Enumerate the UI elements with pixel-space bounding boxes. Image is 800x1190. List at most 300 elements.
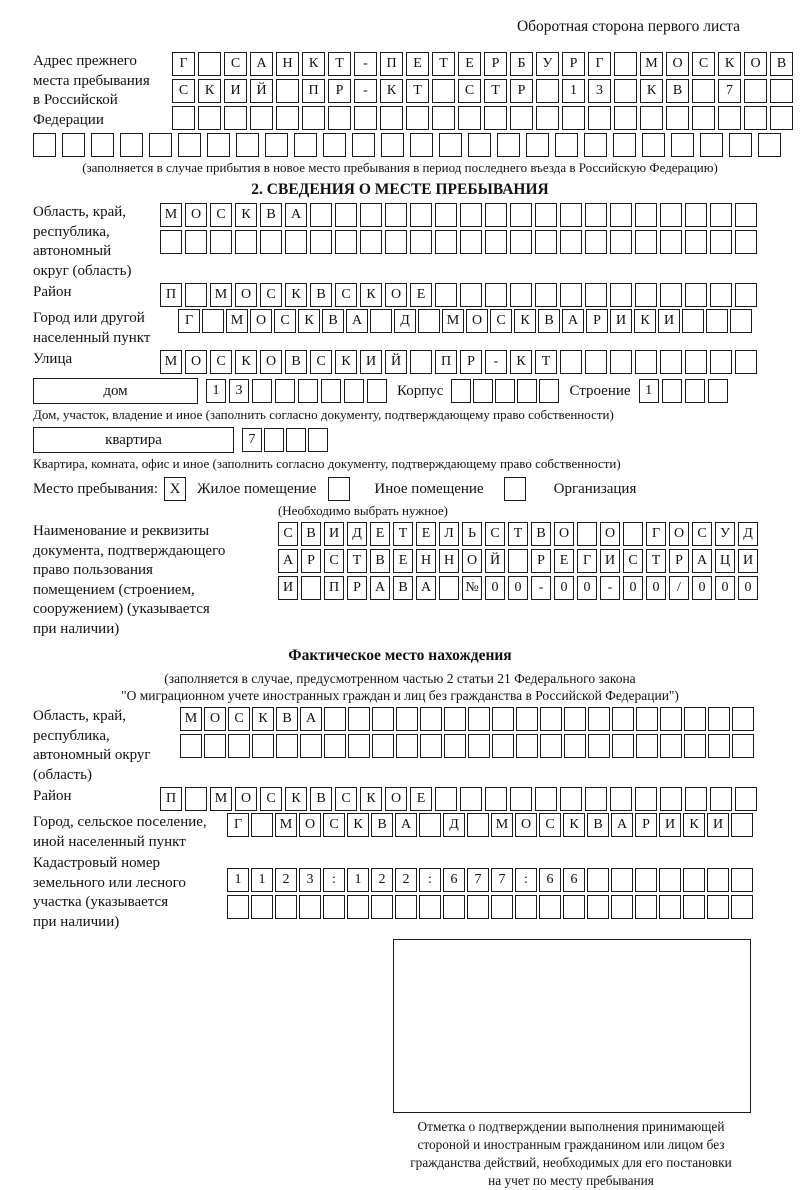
char-cell <box>635 868 657 892</box>
char-cell <box>642 133 665 157</box>
char-cell <box>444 734 466 758</box>
char-cell: В <box>260 203 282 227</box>
char-cell <box>660 350 682 374</box>
char-cell: К <box>640 79 663 103</box>
char-cell <box>420 734 442 758</box>
char-cell: 1 <box>251 868 273 892</box>
char-cell <box>467 895 489 919</box>
char-cell <box>584 133 607 157</box>
char-cell <box>563 895 585 919</box>
char-cell: 0 <box>508 576 528 600</box>
char-cell: П <box>380 52 403 76</box>
house-box-label: дом <box>33 378 198 404</box>
prev-address-row-1 <box>172 52 793 76</box>
char-cell <box>692 106 715 130</box>
char-cell: Е <box>554 549 574 573</box>
house-row <box>33 378 792 404</box>
char-cell <box>410 230 432 254</box>
char-cell <box>328 106 351 130</box>
char-cell: 7 <box>718 79 741 103</box>
char-cell <box>659 895 681 919</box>
char-cell <box>611 868 633 892</box>
char-cell <box>385 230 407 254</box>
label-line: Город, сельское поселение, <box>33 814 207 830</box>
char-cell <box>612 707 634 731</box>
prev-address-rows <box>172 52 793 130</box>
apartment-row <box>33 427 792 453</box>
char-cell <box>432 79 455 103</box>
char-cell: 6 <box>443 868 465 892</box>
char-cell <box>198 52 221 76</box>
char-cell <box>91 133 114 157</box>
street-label: Улица <box>33 351 73 367</box>
char-cell <box>585 350 607 374</box>
char-cell <box>432 106 455 130</box>
char-cell <box>640 106 663 130</box>
char-cell <box>264 428 284 452</box>
caption-line: на учет по месту пребывания <box>488 1173 654 1188</box>
char-cell: К <box>718 52 741 76</box>
char-cell: Т <box>406 79 429 103</box>
char-cell: / <box>669 576 689 600</box>
char-cell: 0 <box>738 576 758 600</box>
char-cell <box>324 707 346 731</box>
char-cell <box>260 230 282 254</box>
char-cell <box>491 895 513 919</box>
char-cell <box>708 734 730 758</box>
char-cell: М <box>180 707 202 731</box>
char-cell <box>33 133 56 157</box>
char-cell: М <box>160 203 182 227</box>
char-cell <box>198 106 221 130</box>
char-cell <box>371 895 393 919</box>
actual-region-field <box>33 707 792 785</box>
char-cell <box>535 203 557 227</box>
char-cell: И <box>600 549 620 573</box>
char-cell: И <box>659 813 681 837</box>
char-cell <box>710 230 732 254</box>
char-cell <box>265 133 288 157</box>
char-cell <box>235 230 257 254</box>
char-cell: К <box>563 813 585 837</box>
label-line: в Российской <box>33 92 118 108</box>
confirmation-stamp-box <box>393 939 751 1113</box>
char-cell: М <box>442 309 464 333</box>
char-cell <box>323 895 345 919</box>
char-cell: С <box>172 79 195 103</box>
char-cell <box>585 283 607 307</box>
char-cell: К <box>198 79 221 103</box>
char-cell <box>685 379 705 403</box>
char-cell <box>298 379 318 403</box>
option-label-other-premises: Иное помещение <box>374 480 484 497</box>
district-label: Район <box>33 284 72 300</box>
char-cell <box>758 133 781 157</box>
char-cell <box>308 428 328 452</box>
char-cell: Н <box>439 549 459 573</box>
char-cell: Т <box>508 522 528 546</box>
apartment-box-label: квартира <box>33 427 234 453</box>
char-cell <box>473 379 493 403</box>
char-cell <box>468 133 491 157</box>
char-cell: О <box>235 787 257 811</box>
char-cell <box>451 379 471 403</box>
apartment-cells <box>242 428 328 452</box>
char-cell <box>614 52 637 76</box>
char-cell: В <box>770 52 793 76</box>
char-cell: У <box>715 522 735 546</box>
char-cell <box>555 133 578 157</box>
document-row-1 <box>278 522 792 546</box>
prev-address-row-4 <box>33 133 792 157</box>
char-cell <box>227 895 249 919</box>
char-cell <box>300 734 322 758</box>
label-line: Область, край, <box>33 708 127 724</box>
char-cell: В <box>538 309 560 333</box>
char-cell: А <box>562 309 584 333</box>
cadastral-rows <box>227 868 792 919</box>
char-cell <box>707 895 729 919</box>
char-cell <box>236 133 259 157</box>
char-cell <box>516 734 538 758</box>
char-cell <box>419 813 441 837</box>
char-cell: Г <box>172 52 195 76</box>
char-cell <box>671 133 694 157</box>
char-cell <box>370 309 392 333</box>
char-cell <box>497 133 520 157</box>
char-cell <box>731 868 753 892</box>
char-cell <box>172 106 195 130</box>
char-cell: 1 <box>639 379 659 403</box>
char-cell: О <box>299 813 321 837</box>
char-cell <box>588 734 610 758</box>
char-cell <box>610 283 632 307</box>
char-cell <box>396 707 418 731</box>
char-cell: 3 <box>229 379 249 403</box>
apartment-note: Квартира, комната, офис и иное (заполнить согласно документу, подтверждающему право собственности) <box>33 456 621 471</box>
char-cell <box>250 106 273 130</box>
char-cell: 6 <box>539 868 561 892</box>
char-cell: С <box>490 309 512 333</box>
char-cell: М <box>226 309 248 333</box>
char-cell <box>660 283 682 307</box>
char-cell: М <box>160 350 182 374</box>
char-cell <box>562 106 585 130</box>
char-cell <box>660 203 682 227</box>
char-cell <box>729 133 752 157</box>
char-cell: П <box>435 350 457 374</box>
actual-district-field <box>33 787 792 811</box>
char-cell <box>662 379 682 403</box>
char-cell: 7 <box>467 868 489 892</box>
char-cell <box>299 895 321 919</box>
caption-line: стороной и иностранным гражданином или лицом без <box>417 1137 725 1152</box>
char-cell: Б <box>510 52 533 76</box>
char-cell: И <box>610 309 632 333</box>
document-row-3 <box>278 576 792 600</box>
char-cell <box>321 379 341 403</box>
char-cell <box>635 787 657 811</box>
char-cell: С <box>692 52 715 76</box>
char-cell <box>560 203 582 227</box>
char-cell <box>735 230 757 254</box>
char-cell <box>585 203 607 227</box>
char-cell <box>275 379 295 403</box>
char-cell: П <box>160 787 182 811</box>
char-cell <box>435 230 457 254</box>
char-cell <box>610 203 632 227</box>
char-cell <box>636 707 658 731</box>
char-cell: Т <box>393 522 413 546</box>
char-cell: Д <box>443 813 465 837</box>
char-cell <box>635 350 657 374</box>
char-cell: А <box>395 813 417 837</box>
char-cell <box>468 707 490 731</box>
char-cell: В <box>370 549 390 573</box>
region-row-2 <box>160 230 792 254</box>
char-cell <box>636 734 658 758</box>
char-cell <box>419 895 441 919</box>
char-cell <box>360 203 382 227</box>
char-cell: Т <box>432 52 455 76</box>
checkbox-other-premises <box>328 477 350 501</box>
char-cell: К <box>302 52 325 76</box>
char-cell <box>659 868 681 892</box>
char-cell: Н <box>416 549 436 573</box>
char-cell <box>360 230 382 254</box>
label-line: право пользования <box>33 562 153 578</box>
char-cell: - <box>531 576 551 600</box>
char-cell <box>744 106 767 130</box>
char-cell <box>564 734 586 758</box>
char-cell <box>706 309 728 333</box>
char-cell: К <box>360 283 382 307</box>
char-cell: 0 <box>623 576 643 600</box>
char-cell <box>635 230 657 254</box>
char-cell: Ц <box>715 549 735 573</box>
char-cell: И <box>224 79 247 103</box>
char-cell <box>770 106 793 130</box>
char-cell <box>458 106 481 130</box>
char-cell: О <box>235 283 257 307</box>
stroenie-label: Строение <box>569 382 631 399</box>
char-cell <box>372 734 394 758</box>
char-cell <box>120 133 143 157</box>
char-cell <box>396 734 418 758</box>
char-cell <box>660 707 682 731</box>
char-cell <box>202 309 224 333</box>
label-line: автономный округ <box>33 747 151 763</box>
char-cell <box>354 106 377 130</box>
char-cell <box>160 230 182 254</box>
char-cell <box>710 787 732 811</box>
char-cell <box>682 309 704 333</box>
char-cell <box>613 133 636 157</box>
char-cell: Й <box>485 549 505 573</box>
label-line: сооружением) (указывается <box>33 601 210 617</box>
char-cell: В <box>371 813 393 837</box>
char-cell <box>302 106 325 130</box>
char-cell <box>348 707 370 731</box>
char-cell <box>286 428 306 452</box>
char-cell <box>204 734 226 758</box>
char-cell: Е <box>410 283 432 307</box>
city-field <box>33 309 792 348</box>
char-cell <box>612 734 634 758</box>
char-cell: Д <box>394 309 416 333</box>
char-cell <box>485 203 507 227</box>
cadastral-label <box>33 854 227 932</box>
char-cell <box>516 707 538 731</box>
char-cell <box>718 106 741 130</box>
char-cell: А <box>416 576 436 600</box>
char-cell: 0 <box>646 576 666 600</box>
label-line: при наличии) <box>33 620 120 637</box>
char-cell: О <box>260 350 282 374</box>
char-cell: - <box>354 52 377 76</box>
char-cell: Г <box>646 522 666 546</box>
char-cell: Г <box>227 813 249 837</box>
char-cell <box>685 203 707 227</box>
char-cell: Е <box>410 787 432 811</box>
char-cell: О <box>744 52 767 76</box>
label-line: Область, край, <box>33 204 127 220</box>
char-cell: 1 <box>562 79 585 103</box>
stay-type-row <box>33 477 792 501</box>
district-row <box>160 283 792 307</box>
char-cell <box>707 868 729 892</box>
char-cell: О <box>385 787 407 811</box>
char-cell <box>276 79 299 103</box>
char-cell: Г <box>588 52 611 76</box>
char-cell <box>439 133 462 157</box>
char-cell <box>577 522 597 546</box>
char-cell: Р <box>586 309 608 333</box>
char-cell <box>460 230 482 254</box>
char-cell: : <box>515 868 537 892</box>
char-cell <box>610 787 632 811</box>
char-cell: О <box>554 522 574 546</box>
char-cell: П <box>160 283 182 307</box>
char-cell: О <box>185 203 207 227</box>
char-cell <box>435 283 457 307</box>
char-cell <box>485 230 507 254</box>
char-cell: К <box>235 203 257 227</box>
char-cell <box>185 787 207 811</box>
house-cells <box>206 379 387 403</box>
actual-district-label: Район <box>33 788 72 804</box>
city-row <box>178 309 792 333</box>
char-cell <box>770 79 793 103</box>
char-cell: С <box>458 79 481 103</box>
char-cell <box>210 230 232 254</box>
char-cell <box>252 734 274 758</box>
char-cell: 3 <box>299 868 321 892</box>
char-cell <box>406 106 429 130</box>
char-cell <box>685 230 707 254</box>
char-cell: К <box>380 79 403 103</box>
char-cell <box>535 283 557 307</box>
region-rows <box>160 203 792 254</box>
char-cell <box>372 707 394 731</box>
char-cell <box>418 309 440 333</box>
label-line: республика, <box>33 223 110 240</box>
char-cell <box>730 309 752 333</box>
char-cell: К <box>634 309 656 333</box>
option-label-organization: Организация <box>553 480 637 497</box>
label-line: республика, <box>33 727 110 744</box>
char-cell <box>684 707 706 731</box>
char-cell: С <box>335 787 357 811</box>
document-label <box>33 522 278 639</box>
char-cell <box>310 230 332 254</box>
char-cell: Е <box>370 522 390 546</box>
char-cell: Р <box>562 52 585 76</box>
char-cell <box>540 707 562 731</box>
label-line: Город или другой <box>33 310 145 326</box>
char-cell: С <box>323 813 345 837</box>
char-cell: Й <box>250 79 273 103</box>
document-field <box>33 522 792 639</box>
char-cell: К <box>360 787 382 811</box>
char-cell: А <box>611 813 633 837</box>
char-cell: Д <box>347 522 367 546</box>
char-cell: И <box>324 522 344 546</box>
char-cell <box>539 379 559 403</box>
label-line: документа, подтверждающего <box>33 542 226 559</box>
char-cell <box>347 895 369 919</box>
char-cell <box>540 734 562 758</box>
char-cell <box>495 379 515 403</box>
char-cell: Р <box>669 549 689 573</box>
char-cell <box>735 350 757 374</box>
char-cell <box>251 895 273 919</box>
char-cell: В <box>310 283 332 307</box>
char-cell <box>510 787 532 811</box>
char-cell <box>224 106 247 130</box>
actual-location-note-2: "О миграционном учете иностранных граждан и лиц без гражданства в Российской Федерации") <box>121 688 679 703</box>
char-cell: В <box>531 522 551 546</box>
char-cell <box>610 350 632 374</box>
char-cell <box>515 895 537 919</box>
char-cell <box>367 379 387 403</box>
char-cell: К <box>235 350 257 374</box>
char-cell <box>588 707 610 731</box>
char-cell: И <box>658 309 680 333</box>
char-cell: Т <box>347 549 367 573</box>
char-cell: 2 <box>275 868 297 892</box>
char-cell <box>294 133 317 157</box>
char-cell <box>352 133 375 157</box>
char-cell: А <box>346 309 368 333</box>
char-cell <box>310 203 332 227</box>
char-cell <box>539 895 561 919</box>
option-label-residential: Жилое помещение <box>197 480 317 497</box>
label-line: при наличии) <box>33 913 120 930</box>
char-cell <box>685 283 707 307</box>
char-cell <box>610 230 632 254</box>
stay-type-label: Место пребывания: <box>33 480 158 497</box>
char-cell <box>536 106 559 130</box>
char-cell <box>560 787 582 811</box>
char-cell: О <box>204 707 226 731</box>
char-cell: К <box>514 309 536 333</box>
char-cell <box>710 203 732 227</box>
char-cell: 6 <box>563 868 585 892</box>
char-cell <box>395 895 417 919</box>
char-cell: С <box>310 350 332 374</box>
char-cell: В <box>276 707 298 731</box>
